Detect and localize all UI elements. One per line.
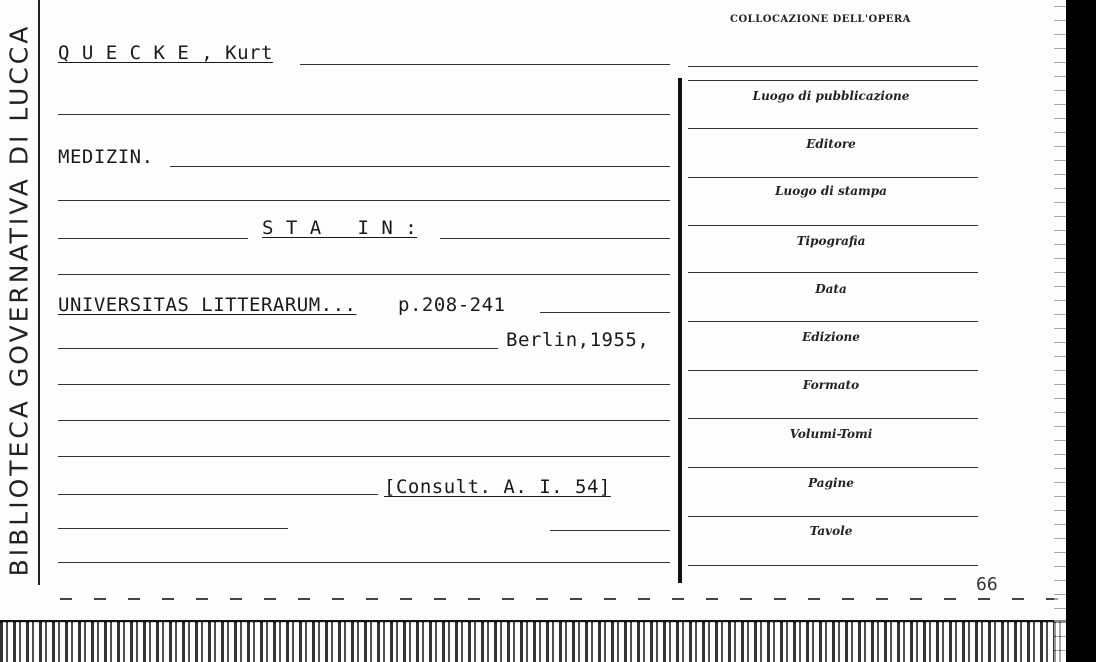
shelfmark: [Consult. A. I. 54] — [384, 476, 611, 498]
field-line — [688, 418, 978, 419]
scan-noise — [0, 622, 1066, 662]
field-line — [688, 272, 978, 273]
ruled-line — [58, 274, 670, 275]
author: Q U E C K E , Kurt — [58, 42, 273, 64]
field-line — [688, 467, 978, 468]
perforation-line — [60, 598, 1060, 600]
field-editore: Editore — [806, 137, 856, 151]
ruled-line — [550, 530, 670, 531]
source-title: UNIVERSITAS LITTERARUM... — [58, 294, 357, 316]
ruled-line — [58, 238, 248, 239]
field-formato: Formato — [802, 378, 860, 392]
ruled-line — [58, 494, 378, 495]
field-line — [688, 225, 978, 226]
subject: MEDIZIN. — [58, 146, 154, 168]
field-volumi-tomi: Volumi-Tomi — [789, 427, 873, 441]
ruled-line — [300, 64, 670, 65]
field-line — [688, 80, 978, 81]
sta-in: S T A I N : — [262, 217, 418, 239]
ruled-line — [58, 200, 670, 201]
place-year: Berlin,1955, — [506, 329, 650, 351]
field-luogo-stampa: Luogo di stampa — [775, 184, 887, 198]
field-pagine: Pagine — [808, 476, 854, 490]
field-line — [688, 321, 978, 322]
scan-edge-black — [1066, 0, 1096, 662]
ruled-line — [58, 114, 670, 115]
field-data: Data — [815, 282, 847, 296]
field-edizione: Edizione — [802, 330, 860, 344]
field-line — [688, 370, 978, 371]
ruled-line — [58, 420, 670, 421]
ruled-line — [58, 384, 670, 385]
field-line — [688, 66, 978, 67]
ruled-line — [58, 456, 670, 457]
library-name: BIBLIOTECA GOVERNATIVA DI LUCCA — [4, 23, 34, 577]
field-tipografia: Tipografia — [796, 234, 866, 248]
ruled-line — [58, 528, 288, 529]
field-line — [688, 565, 978, 566]
source-pages: p.208-241 — [398, 294, 506, 316]
library-strip — [0, 0, 38, 600]
strip-border — [38, 0, 40, 585]
ruled-line — [58, 348, 498, 349]
field-line — [688, 128, 978, 129]
field-line — [688, 177, 978, 178]
field-line — [688, 516, 978, 517]
ruled-line — [540, 312, 670, 313]
scan-edge-dots — [1054, 0, 1066, 662]
location-header: COLLOCAZIONE DELL'OPERA — [730, 14, 911, 25]
ruled-line — [170, 166, 670, 167]
field-tavole: Tavole — [809, 524, 853, 538]
ruled-line — [58, 562, 670, 563]
ruled-line — [440, 238, 670, 239]
corner-mark: 66 — [976, 574, 998, 595]
field-luogo-pubblicazione: Luogo di pubblicazione — [752, 89, 910, 103]
